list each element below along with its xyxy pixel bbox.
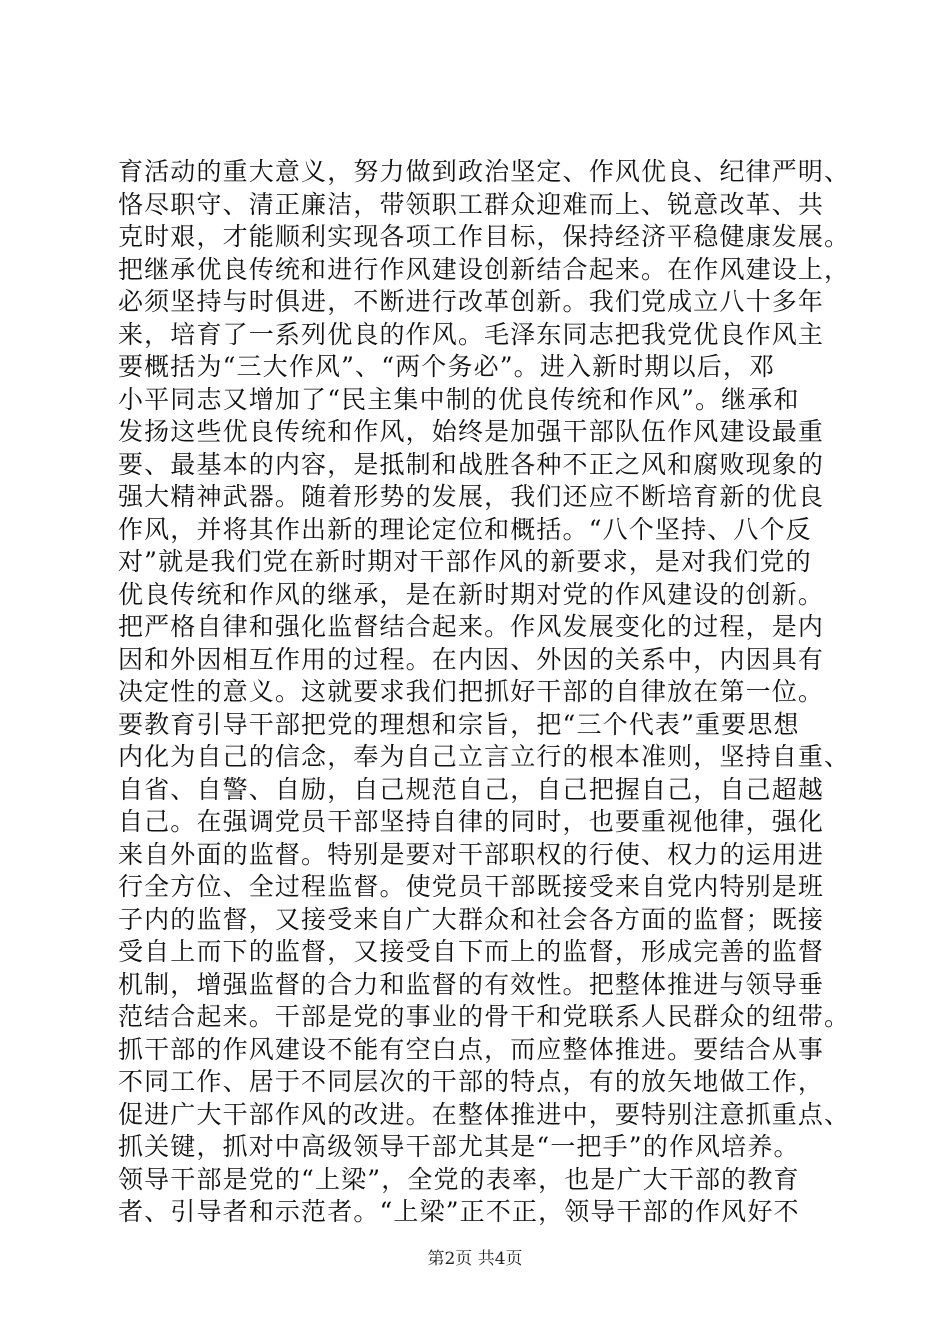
text-line: 促进广大干部作风的改进。在整体推进中，要特别注意抓重点、 <box>118 1099 851 1129</box>
text-line: 把严格自律和强化监督结合起来。作风发展变化的过程，是内 <box>118 612 825 641</box>
text-line: 强大精神武器。随着形势的发展，我们还应不断培育新的优良 <box>118 482 825 511</box>
text-line: 自省、自警、自励，自己规范自己，自己把握自己，自己超越 <box>118 774 825 804</box>
text-line: 决定性的意义。这就要求我们把抓好干部的自律放在第一位。 <box>118 677 825 706</box>
text-line: 者、引导者和示范者。“上梁”正不正，领导干部的作风好不 <box>118 1197 800 1226</box>
text-line: 自己。在强调党员干部坚持自律的同时，也要重视他律，强化 <box>118 807 825 836</box>
text-line: 小平同志又增加了“民主集中制的优良传统和作风”。继承和 <box>118 384 800 414</box>
text-line: 内化为自己的信念，奉为自己立言立行的根本准则，坚持自重、 <box>118 742 851 771</box>
text-line: 范结合起来。干部是党的事业的骨干和党联系人民群众的纽带。 <box>118 1002 851 1031</box>
text-line: 机制，增强监督的合力和监督的有效性。把整体推进与领导垂 <box>118 969 825 999</box>
text-line: 受自上而下的监督，又接受自下而上的监督，形成完善的监督 <box>118 937 825 966</box>
text-line: 行全方位、全过程监督。使党员干部既接受来自党内特别是班 <box>118 872 825 901</box>
text-line: 子内的监督，又接受来自广大群众和社会各方面的监督；既接 <box>118 904 825 934</box>
text-line: 来，培育了一系列优良的作风。毛泽东同志把我党优良作风主 <box>118 319 825 349</box>
text-line: 抓关键，抓对中高级领导干部尤其是“一把手”的作风培养。 <box>118 1132 800 1161</box>
text-line: 来自外面的监督。特别是要对干部职权的行使、权力的运用进 <box>118 839 825 869</box>
body-text <box>118 156 851 1229</box>
text-line: 优良传统和作风的继承，是在新时期对党的作风建设的创新。 <box>118 579 825 609</box>
text-line: 因和外因相互作用的过程。在内因、外因的关系中，内因具有 <box>118 644 825 674</box>
text-line: 要、最基本的内容，是抵制和战胜各种不正之风和腐败现象的 <box>118 449 825 479</box>
text-line: 要教育引导干部把党的理想和宗旨，把“三个代表”重要思想 <box>118 709 800 739</box>
text-line: 发扬这些优良传统和作风，始终是加强干部队伍作风建设最重 <box>118 417 825 446</box>
text-line: 克时艰，才能顺利实现各项工作目标，保持经济平稳健康发展。 <box>118 222 851 251</box>
text-line: 作风，并将其作出新的理论定位和概括。“八个坚持、八个反 <box>118 514 812 544</box>
text-line: 把继承优良传统和进行作风建设创新结合起来。在作风建设上， <box>118 254 851 284</box>
text-line: 对”就是我们党在新时期对干部作风的新要求，是对我们党的 <box>118 547 812 576</box>
text-line: 恪尽职守、清正廉洁，带领职工群众迎难而上、锐意改革、共 <box>118 189 825 219</box>
text-line: 领导干部是党的“上梁”，全党的表率，也是广大干部的教育 <box>118 1164 800 1194</box>
text-line: 不同工作、居于不同层次的干部的特点，有的放矢地做工作， <box>118 1067 825 1096</box>
text-line: 要概括为“三大作风”、“两个务必”。进入新时期以后，邓 <box>118 352 776 381</box>
text-line: 抓干部的作风建设不能有空白点，而应整体推进。要结合从事 <box>118 1034 825 1064</box>
page-footer: 第2页 共4页 <box>427 1249 523 1269</box>
text-line: 必须坚持与时俱进，不断进行改革创新。我们党成立八十多年 <box>118 287 825 316</box>
text-line: 育活动的重大意义，努力做到政治坚定、作风优良、纪律严明、 <box>118 157 851 186</box>
